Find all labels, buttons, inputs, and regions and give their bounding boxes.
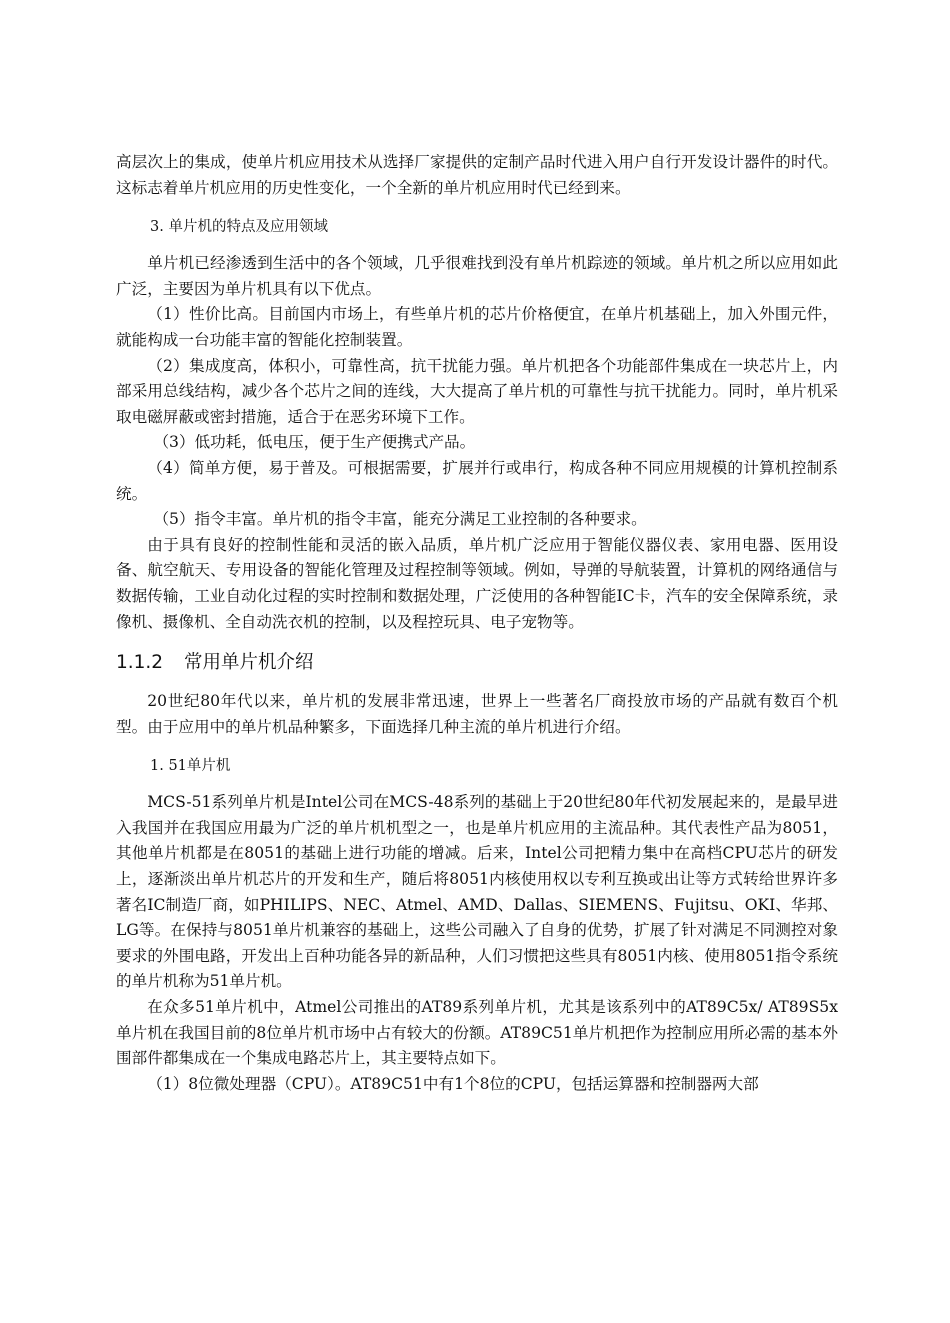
paragraph-mcu-overview: 20世纪80年代以来，单片机的发展非常迅速，世界上一些著名厂商投放市场的产品就有数百个机型。由于应用中的单片机品种繁多，下面选择几种主流的单片机进行介绍。 [116,692,838,736]
paragraph-advantage-2: （2）集成度高，体积小，可靠性高，抗干扰能力强。单片机把各个功能部件集成在一块芯片上，内部采用总线结构，减少各个芯片之间的连线，大大提高了单片机的可靠性与抗干扰能力。同时，单片机采取电磁屏蔽或密封措施，适合于在恶劣环境下工作。 [116,356,838,426]
paragraph-cpu-feature: （1）8位微处理器（CPU）。AT89C51中有1个8位的CPU，包括运算器和控制器两大部 [147,1074,759,1093]
section-heading-3: 3. 单片机的特点及应用领域 [150,219,328,236]
paragraph-advantage-5: （5）指令丰富。单片机的指令丰富，能充分满足工业控制的各种要求。 [153,510,647,529]
text-column [116,150,838,1097]
paragraph-atmel-at89: 在众多51单片机中，Atmel公司推出的AT89系列单片机，尤其是该系列中的AT89C5x/ AT89S5x单片机在我国目前的8位单片机市场中占有较大的份额。AT89C51单片机把作为控制应用所必需的基本外围部件都集成在一个集成电路芯片上，其主要特点如下。 [116,998,838,1068]
heading-title: 常用单片机介绍 [184,652,314,674]
section-heading-51: 1. 51单片机 [150,758,231,775]
section-heading-1-1-2 [116,649,838,677]
heading-number: 1.1.2 [116,652,164,674]
paragraph-mcs51-history: MCS-51系列单片机是Intel公司在MCS-48系列的基础上于20世纪80年代初发展起来的，是最早进入我国并在我国应用最为广泛的单片机机型之一，也是单片机应用的主流品种。其代表性产品为8051，其他单片机都是在8051的基础上进行功能的增减。后来，Intel公司把精力集中在高档CPU芯片的研发上，逐渐淡出单片机芯片的开发和生产，随后将8051内核使用权以专利互换或出让等方式转给世界许多著名IC制造厂商，如PHILIPS、NEC、Atmel、AMD、Dallas、SIEMENS、Fujitsu、OKI、华邦、LG等。在保持与8051单片机兼容的基础上，这些公司融入了自身的优势，扩展了针对满足不同测控对象要求的外围电路，开发出上百种功能各异的新品种，人们习惯把这些具有8051内核、使用8051指令系统的单片机称为51单片机。 [116,793,838,991]
paragraph-advantage-3: （3）低功耗，低电压，便于生产便携式产品。 [153,433,476,452]
paragraph-advantages-intro: 单片机已经渗透到生活中的各个领域，几乎很难找到没有单片机踪迹的领域。单片机之所以应用如此广泛，主要因为单片机具有以下优点。 [116,254,838,298]
paragraph-advantage-1: （1）性价比高。目前国内市场上，有些单片机的芯片价格便宜，在单片机基础上，加入外围元件，就能构成一台功能丰富的智能化控制装置。 [116,305,838,349]
paragraph-applications: 由于具有良好的控制性能和灵活的嵌入品质，单片机广泛应用于智能仪器仪表、家用电器、医用设备、航空航天、专用设备的智能化管理及过程控制等领域。例如，导弹的导航装置，计算机的网络通信与数据传输，工业自动化过程的实时控制和数据处理，广泛使用的各种智能IC卡，汽车的安全保障系统，录像机、摄像机、全自动洗衣机的控制，以及程控玩具、电子宠物等。 [116,535,838,631]
paragraph-advantage-4: （4）简单方便，易于普及。可根据需要，扩展并行或串行，构成各种不同应用规模的计算机控制系统。 [116,458,838,503]
paragraph-intro-continuation: 高层次上的集成，使单片机应用技术从选择厂家提供的定制产品时代进入用户自行开发设计器件的时代。这标志着单片机应用的历史性变化，一个全新的单片机应用时代已经到来。 [116,153,838,197]
